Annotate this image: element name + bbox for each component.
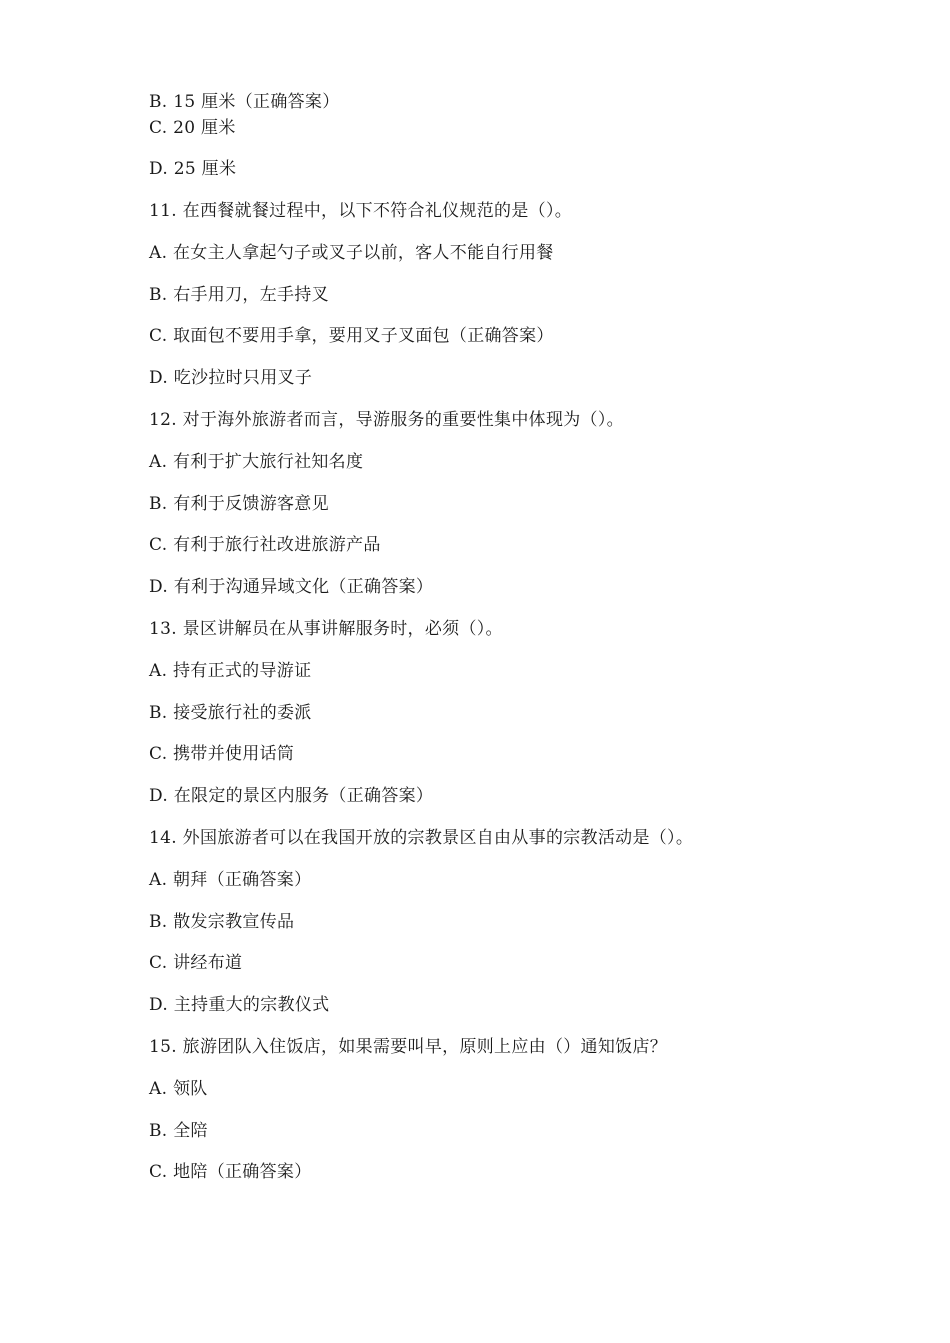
option-14-d: D. 主持重大的宗教仪式 (149, 995, 330, 1015)
option-12-a: A. 有利于扩大旅行社知名度 (149, 452, 364, 472)
option-10-c: C. 20 厘米 (149, 118, 236, 138)
option-11-c: C. 取面包不要用手拿，要用叉子叉面包（正确答案） (149, 326, 554, 346)
option-14-c: C. 讲经布道 (149, 953, 243, 973)
option-13-a: A. 持有正式的导游证 (149, 661, 312, 681)
option-13-d: D. 在限定的景区内服务（正确答案） (149, 786, 434, 806)
option-11-b: B. 右手用刀，左手持叉 (149, 285, 329, 305)
question-11: 11. 在西餐就餐过程中，以下不符合礼仪规范的是（）。 (149, 201, 573, 221)
option-14-a: A. 朝拜（正确答案） (149, 870, 312, 890)
option-11-a: A. 在女主人拿起勺子或叉子以前，客人不能自行用餐 (149, 243, 554, 263)
question-12: 12. 对于海外旅游者而言，导游服务的重要性集中体现为（）。 (149, 410, 624, 430)
option-14-b: B. 散发宗教宣传品 (149, 912, 295, 932)
question-14: 14. 外国旅游者可以在我国开放的宗教景区自由从事的宗教活动是（）。 (149, 828, 694, 848)
option-12-c: C. 有利于旅行社改进旅游产品 (149, 535, 381, 555)
question-13: 13. 景区讲解员在从事讲解服务时，必须（）。 (149, 619, 503, 639)
option-10-b: B. 15 厘米（正确答案） (149, 92, 340, 112)
option-15-c: C. 地陪（正确答案） (149, 1162, 312, 1182)
question-15: 15. 旅游团队入住饭店，如果需要叫早，原则上应由（）通知饭店？ (149, 1037, 668, 1057)
option-10-d: D. 25 厘米 (149, 159, 237, 179)
option-13-c: C. 携带并使用话筒 (149, 744, 295, 764)
option-15-a: A. 领队 (149, 1079, 208, 1099)
option-15-b: B. 全陪 (149, 1121, 208, 1141)
option-13-b: B. 接受旅行社的委派 (149, 703, 312, 723)
option-12-b: B. 有利于反馈游客意见 (149, 494, 329, 514)
option-11-d: D. 吃沙拉时只用叉子 (149, 368, 313, 388)
option-12-d: D. 有利于沟通异域文化（正确答案） (149, 577, 434, 597)
